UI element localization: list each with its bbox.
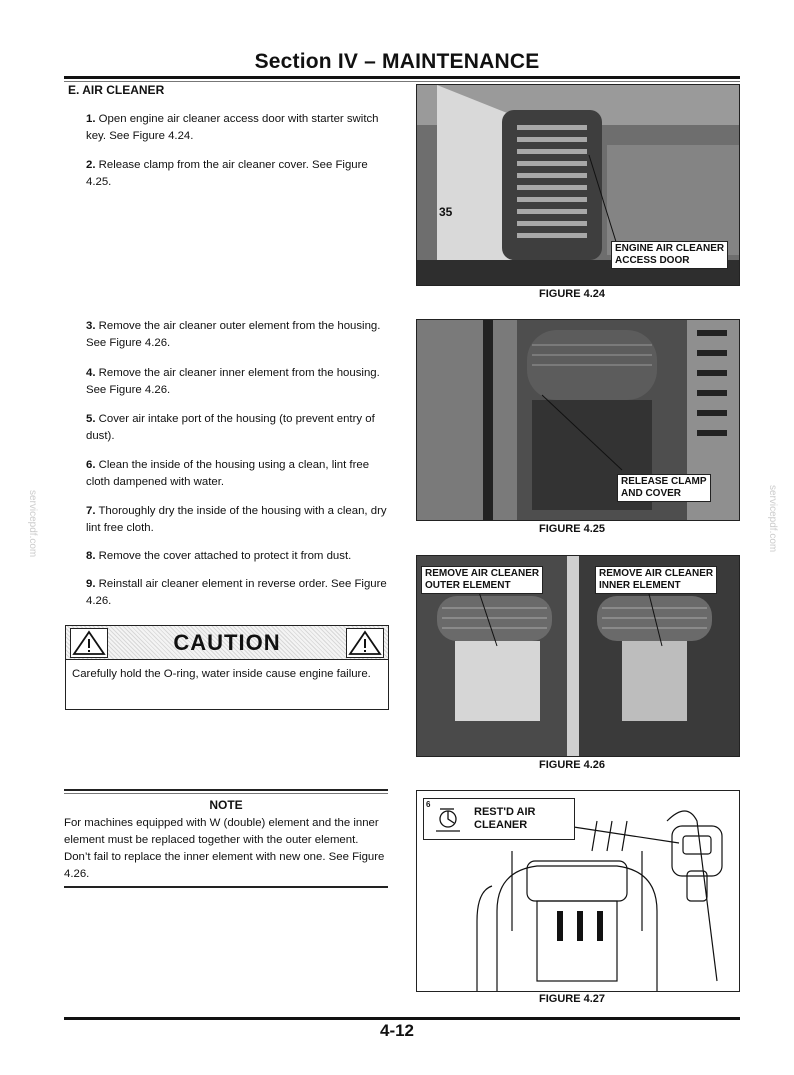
- figure-caption: FIGURE 4.25: [539, 523, 606, 535]
- callout-line: AND COVER: [621, 488, 682, 499]
- callout-outer-element: [421, 566, 543, 594]
- figure-4-24-photo: [416, 84, 740, 286]
- callout-line: INNER ELEMENT: [599, 580, 681, 591]
- callout-line: ENGINE AIR CLEANER: [615, 243, 725, 254]
- figure-caption: FIGURE 4.24: [539, 288, 606, 300]
- step-6: [86, 457, 388, 491]
- step-text: Thoroughly dry the inside of the housing with a clean, dry lint free cloth.: [86, 505, 387, 534]
- step-text: Release clamp from the air cleaner cover. See Figure 4.25.: [86, 159, 368, 188]
- step-text: Remove the air cleaner outer element from the housing. See Figure 4.26.: [86, 320, 381, 349]
- callout-line: OUTER ELEMENT: [425, 580, 511, 591]
- callout-line: RELEASE CLAMP: [621, 476, 707, 487]
- callout-inner-element: [595, 566, 717, 594]
- callout-line: CLEANER: [474, 819, 528, 831]
- warning-triangle-icon: [346, 628, 384, 658]
- watermark-left: servicepdf.com: [27, 490, 38, 558]
- callout-line: ACCESS DOOR: [615, 255, 690, 266]
- header-rule: [64, 76, 740, 79]
- step-text: Reinstall air cleaner element in reverse order. See Figure 4.26.: [86, 578, 387, 607]
- callout-line: REMOVE AIR CLEANER: [425, 568, 540, 579]
- callout-line: REST'D AIR: [474, 806, 536, 818]
- step-number: 8.: [86, 550, 96, 562]
- air-cleaner-indicator-icon: [432, 803, 464, 835]
- callout-access-door: [611, 241, 728, 269]
- step-number: 7.: [86, 505, 96, 517]
- figure-4-25-photo: [416, 319, 740, 521]
- caution-header: [66, 626, 388, 660]
- step-number: 1.: [86, 113, 96, 125]
- step-8: [86, 548, 388, 565]
- step-number: 2.: [86, 159, 96, 171]
- figure-caption: FIGURE 4.26: [539, 759, 606, 771]
- step-5: [86, 411, 388, 445]
- photo-decal-text: 35: [439, 205, 453, 219]
- note-rule-top: [64, 789, 388, 791]
- callout-text: [474, 806, 536, 832]
- subsection-title: E. AIR CLEANER: [68, 83, 165, 97]
- caution-text: Carefully hold the O-ring, water inside cause engine failure.: [72, 668, 371, 680]
- step-number: 4.: [86, 367, 96, 379]
- step-2: [86, 157, 388, 191]
- footer-rule: [64, 1017, 740, 1020]
- step-number: 3.: [86, 320, 96, 332]
- note-title: NOTE: [209, 798, 243, 812]
- step-1: [86, 111, 388, 145]
- caution-box: [65, 625, 389, 710]
- figure-4-27-drawing: [416, 790, 740, 992]
- callout-line: REMOVE AIR CLEANER: [599, 568, 714, 579]
- page-number: 4-12: [379, 1021, 415, 1040]
- step-text: Clean the inside of the housing using a clean, lint free cloth dampened with water.: [86, 459, 370, 488]
- figure-caption: FIGURE 4.27: [539, 993, 606, 1005]
- note-rule-top-thin: [64, 793, 388, 794]
- step-text: Remove the air cleaner inner element from the housing. See Figure 4.26.: [86, 367, 380, 396]
- step-9: [86, 576, 388, 610]
- watermark-right: servicepdf.com: [767, 485, 778, 553]
- step-text: Open engine air cleaner access door with starter switch key. See Figure 4.24.: [86, 113, 379, 142]
- callout-restd-air-cleaner: [423, 798, 575, 840]
- step-number: 9.: [86, 578, 96, 590]
- step-7: [86, 503, 388, 537]
- callout-release-clamp: [617, 474, 711, 502]
- header-rule-thin: [64, 81, 740, 82]
- step-3: [86, 318, 388, 352]
- note-text: For machines equipped with W (double) element and the inner element must be replaced together with the outer element. Don’t fail to replace the inner element with new one. See Figure 4.26.: [64, 817, 385, 880]
- caution-title: CAUTION: [173, 630, 281, 655]
- step-number: 6.: [86, 459, 96, 471]
- figure-4-26-photo: [416, 555, 740, 757]
- note-rule-bottom: [64, 886, 388, 888]
- section-title: Section IV – MAINTENANCE: [254, 50, 540, 73]
- step-text: Cover air intake port of the housing (to prevent entry of dust).: [86, 413, 375, 442]
- indicator-number: 6: [426, 800, 431, 809]
- step-number: 5.: [86, 413, 96, 425]
- step-4: [86, 365, 388, 399]
- step-text: Remove the cover attached to protect it from dust.: [98, 550, 352, 562]
